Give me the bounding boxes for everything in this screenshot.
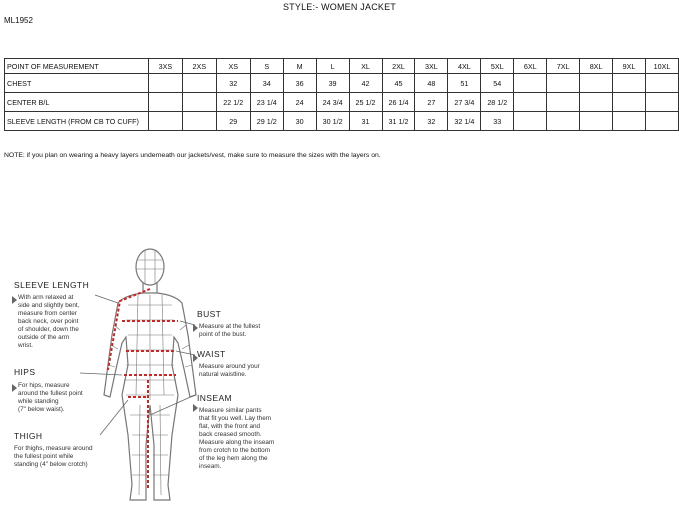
measurement-cell [182,74,216,93]
measurement-cell [547,93,580,112]
measurement-cell: 29 1/2 [250,112,283,131]
sleeve-length-description [18,294,79,350]
description-line: that fit you well. Lay them [199,415,272,422]
measurement-cell: 24 [283,93,316,112]
description-line: of the leg hem along the [199,455,268,462]
description-line: Measure around your [199,363,260,370]
description-line: back neck, over point [18,318,79,325]
measurement-cell: 42 [349,74,382,93]
measurement-cell: 33 [481,112,514,131]
head-outline [136,249,164,285]
thigh-title: THIGH [14,431,43,441]
measurement-cell: 54 [481,74,514,93]
description-line: the fullest point while [14,453,74,460]
measurement-cell [580,74,613,93]
measurement-cell: 22 1/2 [216,93,250,112]
measurement-cell: 29 [216,112,250,131]
description-line: flat, with the front and [199,423,261,430]
table-row [5,112,679,131]
measurement-diagram [0,245,679,508]
header-size-3xs: 3XS [148,59,182,74]
measurement-label: SLEEVE LENGTH (FROM CB TO CUFF) [5,112,149,131]
measurement-cell: 45 [382,74,415,93]
measurement-cell [613,74,646,93]
measurement-cell [514,93,547,112]
waist-description [199,363,260,379]
measurement-cell: 32 [216,74,250,93]
bust-title: BUST [197,309,222,319]
measurement-cell: 27 3/4 [448,93,481,112]
measurement-cell: 30 1/2 [316,112,349,131]
description-line: standing (4" below crotch) [14,461,88,468]
measurement-cell: 32 [415,112,448,131]
body-figure-illustration [0,245,679,508]
description-line: Measure similar pants [199,407,262,414]
inseam-description [199,407,274,471]
measurement-cell: 51 [448,74,481,93]
description-line: point of the bust. [199,331,247,338]
hips-title: HIPS [14,367,36,377]
style-title: STYLE:- WOMEN JACKET [282,2,396,12]
hips-description [18,382,83,414]
measurement-cell: 32 1/4 [448,112,481,131]
measurement-cell: 25 1/2 [349,93,382,112]
description-line: For hips, measure [18,382,70,389]
inseam-title: INSEAM [197,393,232,403]
measurement-cell: 30 [283,112,316,131]
description-line: For thighs, measure around [14,445,93,452]
measurement-cell: 28 1/2 [481,93,514,112]
measurement-cell: 31 [349,112,382,131]
layer-note: NOTE: if you plan on wearing a heavy layers underneath our jackets/vest, make sure to measure the sizes with the layers on. [4,152,381,159]
header-size-7xl: 7XL [547,59,580,74]
measurement-label: CENTER B/L [5,93,149,112]
bust-description [199,323,260,339]
measurement-cell: 48 [415,74,448,93]
measurement-cell [580,112,613,131]
header-size-s: S [250,59,283,74]
header-size-xl: XL [349,59,382,74]
description-line: from crotch to the bottom [199,447,271,454]
description-line: With arm relaxed at [18,294,74,301]
description-line: (7" below waist). [18,406,65,413]
description-line: measure from center [18,310,77,317]
description-line: Measure along the inseam [199,439,275,446]
description-line: while standing [18,398,59,405]
description-line: inseam. [199,463,222,470]
header-size-xs: XS [216,59,250,74]
measurement-cell [514,112,547,131]
waist-title: WAIST [197,349,226,359]
header-size-2xl: 2XL [382,59,415,74]
measurement-cell [182,93,216,112]
measurement-cell [645,74,678,93]
measurement-cell: 31 1/2 [382,112,415,131]
header-size-10xl: 10XL [645,59,678,74]
measurement-cell: 39 [316,74,349,93]
header-size-m: M [283,59,316,74]
description-line: side and slightly bent, [18,302,80,309]
measurement-cell [182,112,216,131]
measurement-cell: 36 [283,74,316,93]
measurement-cell [613,112,646,131]
measurement-cell [547,74,580,93]
description-line: natural waistline. [199,371,247,378]
measurement-cell: 26 1/4 [382,93,415,112]
measurement-cell: 23 1/4 [250,93,283,112]
measurement-cell [547,112,580,131]
measurement-cell: 24 3/4 [316,93,349,112]
measurement-cell [580,93,613,112]
measurement-cell [645,112,678,131]
measurement-cell: 27 [415,93,448,112]
header-size-2xs: 2XS [182,59,216,74]
header-size-6xl: 6XL [514,59,547,74]
measurement-cell [148,93,182,112]
header-size-4xl: 4XL [448,59,481,74]
header-size-3xl: 3XL [415,59,448,74]
table-row [5,74,679,93]
style-code: ML1952 [4,16,33,25]
header-size-8xl: 8XL [580,59,613,74]
description-line: outside of the arm [18,334,70,341]
measurement-cell [148,112,182,131]
header-size-9xl: 9XL [613,59,646,74]
table-row [5,93,679,112]
measurement-cell: 34 [250,74,283,93]
measurement-cell [613,93,646,112]
header-size-5xl: 5XL [481,59,514,74]
description-line: wrist. [18,342,33,349]
description-line: Measure at the fullest [199,323,261,330]
description-line: back creased smooth. [199,431,262,438]
description-line: of shoulder, down the [18,326,79,333]
measurement-cell [645,93,678,112]
size-chart-table [4,58,679,131]
sleeve-measure-line [108,289,150,370]
measurement-label: CHEST [5,74,149,93]
thigh-description [14,445,93,469]
header-size-l: L [316,59,349,74]
header-point-of-measurement: POINT OF MEASUREMENT [5,59,149,74]
measurement-cell [514,74,547,93]
measurement-cell [148,74,182,93]
sleeve-length-title: SLEEVE LENGTH [14,280,90,290]
description-line: around the fullest point [18,390,83,397]
